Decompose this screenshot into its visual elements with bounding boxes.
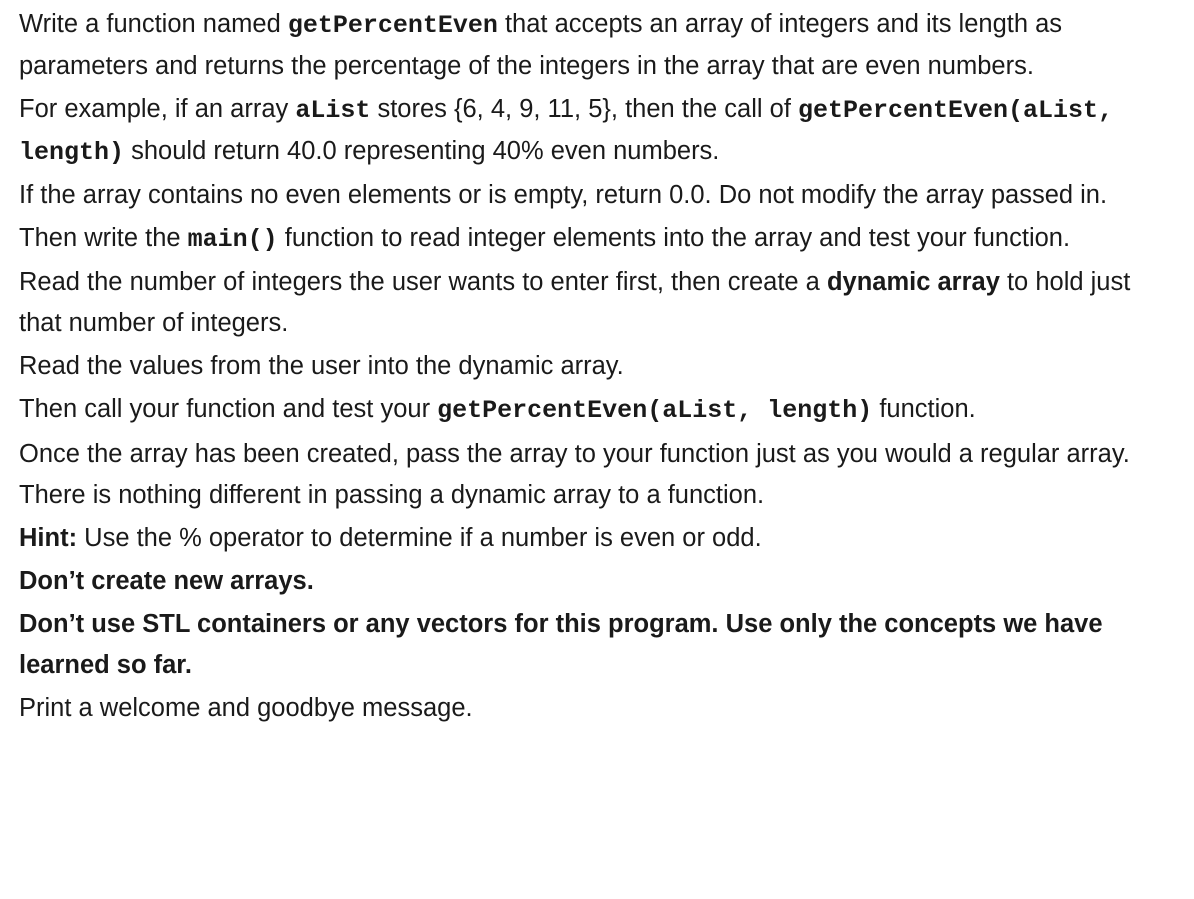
paragraph-main-function: [19, 218, 1179, 260]
paragraph-messages: [19, 688, 1179, 729]
text: Read the values from the user into the dynamic array.: [19, 352, 624, 380]
paragraph-function-description: [19, 4, 1179, 87]
text: Then call your function and test your: [19, 395, 438, 423]
text: function.: [872, 395, 976, 423]
paragraph-hint: [19, 518, 1179, 559]
function-call-code: getPercentEven(aList, length): [437, 396, 873, 425]
main-function-code: main(): [187, 225, 278, 254]
function-call-code: getPercentEven(aList, length): [19, 96, 1114, 167]
text: that accepts an array of integers and its length as parameters and returns the percentage of the integers in the array that are even numbers.: [19, 10, 1063, 80]
text: Then write the: [19, 224, 188, 252]
paragraph-example: [19, 89, 1179, 173]
array-name-code: aList: [295, 96, 371, 125]
text: Read the number of integers the user wants to enter first, then create a: [19, 268, 827, 296]
assignment-instructions: [19, 4, 1179, 731]
text: If the array contains no even elements or is empty, return 0.0. Do not modify the array passed in.: [19, 181, 1108, 209]
paragraph-dynamic-array: [19, 262, 1179, 344]
rule-emphasis: Don’t use STL containers or any vectors for this program. Use only the concepts we have learned so far.: [19, 610, 1103, 679]
dynamic-array-emphasis: dynamic array: [826, 268, 1000, 296]
text: Once the array has been created, pass the array to your function just as you would a regular array. There is nothing different in passing a dynamic array to a function.: [19, 440, 1130, 509]
text: stores {6, 4, 9, 11, 5}, then the call of: [370, 95, 799, 123]
function-name-code: getPercentEven: [287, 11, 498, 40]
paragraph-no-stl: [19, 604, 1179, 686]
text: should return 40.0 representing 40% even numbers.: [124, 137, 720, 165]
paragraph-call-function: [19, 389, 1179, 431]
text: Use the % operator to determine if a number is even or odd.: [77, 524, 762, 552]
paragraph-empty-case: [19, 175, 1179, 216]
text: to hold just that number of integers.: [19, 268, 1131, 337]
paragraph-no-new-arrays: [19, 561, 1179, 602]
text: function to read integer elements into the array and test your function.: [277, 224, 1071, 252]
paragraph-read-values: [19, 346, 1179, 387]
rule-emphasis: Don’t create new arrays.: [19, 567, 314, 595]
text: Print a welcome and goodbye message.: [19, 694, 473, 722]
text: Write a function named: [19, 10, 288, 38]
paragraph-pass-array: [19, 434, 1179, 516]
text: For example, if an array: [19, 95, 296, 123]
hint-label: Hint:: [19, 524, 78, 552]
